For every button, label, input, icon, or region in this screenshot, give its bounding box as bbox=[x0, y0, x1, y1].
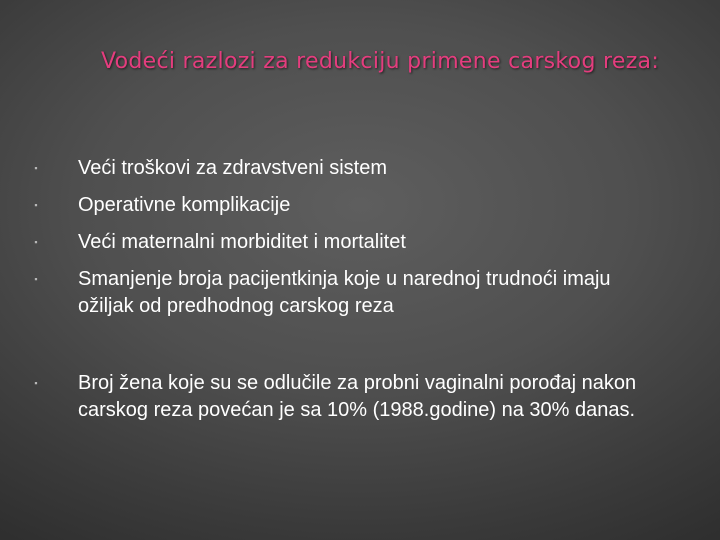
bullet-item bbox=[34, 192, 678, 219]
bullet-text: Broj žena koje su se odlučile za probni vaginalni porođaj nakon carskog reza povećan je sa 10% (1988.godine) na 30% danas. bbox=[78, 372, 637, 421]
slide-title: Vodeći razlozi za redukciju primene carskog reza: bbox=[100, 49, 660, 74]
bullet-marker-icon: ▪ bbox=[34, 163, 38, 173]
bullet-marker-icon: ▪ bbox=[34, 378, 38, 388]
bullet-text: Operativne komplikacije bbox=[78, 194, 291, 216]
bullet-item bbox=[34, 266, 638, 320]
bullet-text: Veći troškovi za zdravstveni sistem bbox=[78, 157, 387, 179]
bullet-marker-icon: ▪ bbox=[34, 237, 38, 247]
bullet-item bbox=[34, 370, 653, 424]
bullet-item bbox=[34, 155, 678, 182]
bullet-item bbox=[34, 229, 678, 256]
bullet-text: Smanjenje broja pacijentkinja koje u narednoj trudnoći imaju ožiljak od predhodnog carskog reza bbox=[78, 268, 611, 317]
bullet-marker-icon: ▪ bbox=[34, 200, 38, 210]
bullet-marker-icon: ▪ bbox=[34, 274, 38, 284]
bullet-text: Veći maternalni morbiditet i mortalitet bbox=[78, 231, 406, 253]
